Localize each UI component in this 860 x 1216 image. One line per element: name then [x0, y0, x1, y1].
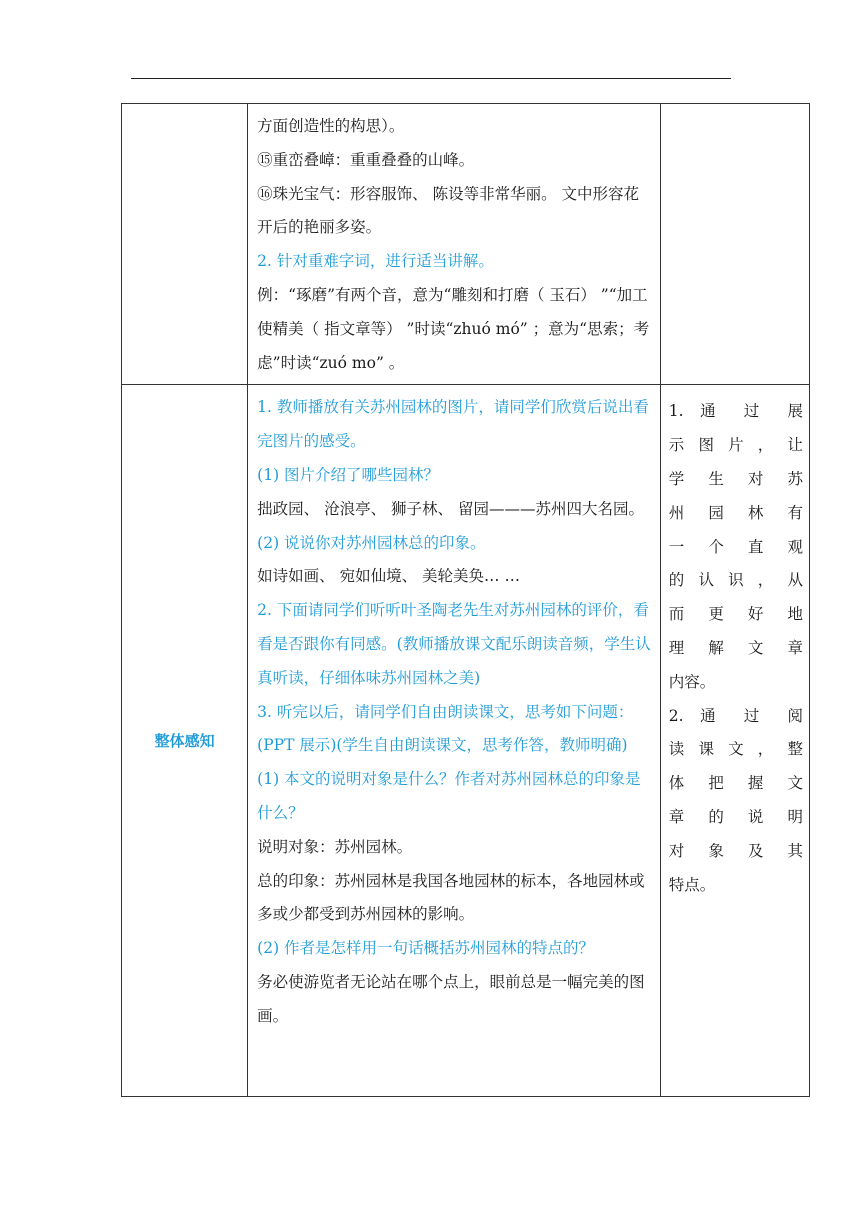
text-line: 方面创造性的构思）。 [257, 117, 405, 135]
text-line: 总的印象：苏州园林是我国各地园林的标本，各地园林或多或少都受到苏州园林的影响。 [257, 871, 645, 924]
content-block [248, 104, 660, 384]
purpose-line: 学生对苏 [668, 469, 803, 488]
header-rule [131, 78, 731, 79]
purpose-line: 州园林有 [668, 503, 803, 522]
purpose-line: 特点。 [668, 875, 716, 894]
text-line: ⑯珠光宝气：形容服饰、 陈设等非常华丽。 文中形容花开后的艳丽多姿。 [257, 184, 640, 237]
text-line: 务必使游览者无论站在哪个点上，眼前总是一幅完美的图画。 [257, 972, 645, 1025]
text-line: 例：“琢磨”有两个音，意为“雕刻和打磨（ 玉石） ”“加工使精美（ 指文章等） ”时读“zhuó mó” ；意为“思索；考虑”时读“zuó mo” 。 [257, 285, 650, 372]
content-cell [248, 385, 661, 1097]
purpose-line: 一个直观 [668, 537, 803, 556]
purpose-line: 内容。 [668, 672, 716, 691]
content-block [248, 385, 660, 1037]
section-label: 整体感知 [154, 732, 215, 751]
text-line: 1. 教师播放有关苏州园林的图片，请同学们欣赏后说出看完图片的感受。 [257, 398, 649, 451]
text-line: 如诗如画、 宛如仙境、 美轮美奂… … [257, 567, 520, 586]
table-row [122, 385, 810, 1097]
text-line: 3. 听完以后，请同学们自由朗读课文，思考如下问题：(PPT 展示)(学生自由朗读课文，思考作答，教师明确) [257, 702, 634, 755]
purpose-line: 示图片，让 [668, 436, 803, 455]
purpose-line: 对象及其 [668, 841, 803, 860]
text-line: (2) 作者是怎样用一句话概括苏州园林的特点的？ [257, 939, 595, 958]
purpose-line: 体把握文 [668, 774, 803, 793]
purpose-line: 读课文，整 [668, 740, 803, 759]
section-cell [122, 104, 248, 385]
section-cell [122, 385, 248, 1097]
purpose-block [661, 385, 809, 906]
purpose-line: 2. 通 过 阅 [668, 706, 803, 725]
text-line: ⑮重峦叠嶂：重重叠叠的山峰。 [257, 150, 475, 169]
lesson-table [121, 103, 810, 1097]
purpose-cell [660, 385, 809, 1097]
purpose-line: 1. 通 过 展 [668, 402, 803, 421]
text-line: (1) 图片介绍了哪些园林？ [257, 465, 440, 484]
text-line: 说明对象：苏州园林。 [257, 837, 413, 856]
purpose-cell [660, 104, 809, 385]
text-line: 2. 针对重难字词，进行适当讲解。 [257, 252, 494, 271]
purpose-line: 的认识，从 [668, 571, 803, 590]
text-line: 拙政园、 沧浪亭、 狮子林、 留园———苏州四大名园。 [257, 499, 644, 518]
text-line: (1) 本文的说明对象是什么？作者对苏州园林总的印象是什么？ [257, 770, 641, 822]
table-row [122, 104, 810, 385]
text-line: (2) 说说你对苏州园林总的印象。 [257, 533, 486, 552]
purpose-line: 理解文章 [668, 638, 803, 657]
content-cell [248, 104, 661, 385]
purpose-line: 而更好地 [668, 605, 803, 624]
text-line: 2. 下面请同学们听听叶圣陶老先生对苏州园林的评价，看看是否跟你有同感。(教师播放课文配乐朗读音频，学生认真听读，仔细体味苏州园林之美) [257, 601, 651, 687]
purpose-line: 章的说明 [668, 807, 803, 826]
